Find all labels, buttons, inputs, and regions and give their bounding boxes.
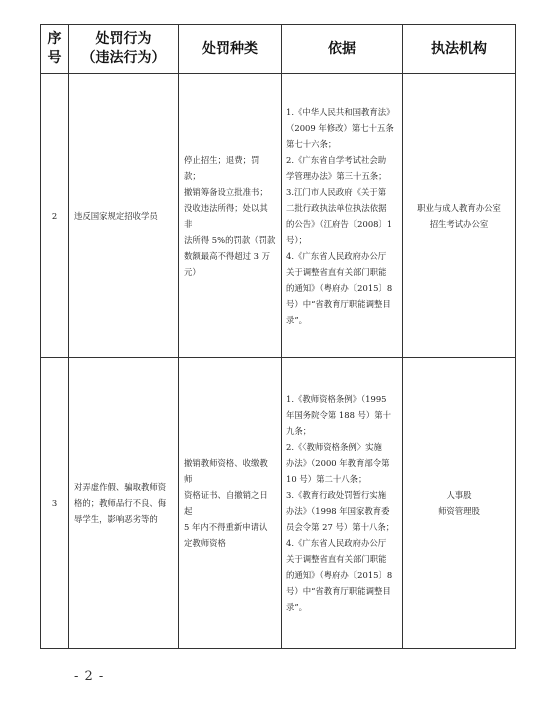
behavior-cell — [69, 358, 179, 649]
penalty-type-line: 5 年内不得重新申请认 — [184, 522, 268, 532]
legal-basis-line: 的公告》（江府告〔2008〕1 — [286, 218, 393, 229]
agency-cell — [403, 74, 516, 358]
header-behavior-line: 处罚行为 — [95, 31, 152, 47]
behavior-line: 格的；教师品行不良、侮 — [74, 498, 167, 508]
legal-basis-line: 1.《教师资格条例》（1995 — [286, 394, 387, 404]
legal-basis-line: 年国务院令第 188 号）第十 — [286, 410, 392, 420]
legal-basis-line: 关于调整省直有关部门职能 — [286, 554, 387, 564]
penalty-type-line: 定教师资格 — [184, 538, 226, 548]
penalty-type-line: 撤销筹备设立批准书； — [184, 186, 268, 197]
behavior-line: 对弄虚作假、骗取教师资 — [74, 482, 167, 492]
penalty-table — [40, 24, 516, 649]
legal-basis-line: 录”。 — [286, 602, 308, 612]
agency-line: 师资管理股 — [438, 506, 480, 516]
legal-basis-line: 的通知》（粤府办〔2015〕8 — [286, 282, 393, 293]
legal-basis-line: 2.《〈教师资格条例〉实施 — [286, 442, 382, 452]
legal-basis-line: 10 号）第二十八条； — [286, 474, 367, 484]
header-agency: 执法机构 — [403, 25, 516, 74]
legal-basis-line: 第七十六条； — [286, 138, 337, 149]
penalty-type-line: 撤销教师资格、收缴教师 — [184, 458, 268, 484]
agency-line: 招生考试办公室 — [429, 218, 489, 229]
legal-basis-line: 号）； — [286, 234, 307, 245]
legal-basis-line: 1.《中华人民共和国教育法》 — [286, 106, 395, 117]
row-number: 2 — [41, 74, 69, 358]
agency-line: 职业与成人教育办公室 — [417, 202, 501, 213]
legal-basis-line: 学管理办法》第三十五条； — [286, 170, 387, 181]
agency-line: 人事股 — [446, 490, 472, 500]
behavior-line: 违反国家规定招收学员 — [74, 210, 158, 221]
legal-basis-line: 3.江门市人民政府《关于第 — [286, 186, 387, 197]
legal-basis-cell — [282, 358, 403, 649]
legal-basis-line: 4.《广东省人民政府办公厅 — [286, 250, 387, 261]
penalty-type-line: 数额最高不得超过 3 万 — [184, 250, 271, 261]
legal-basis-line: 号）中“省教育厅职能调整目 — [286, 298, 391, 309]
legal-basis-line: 2.《广东省自学考试社会助 — [286, 154, 387, 165]
legal-basis-line: 关于调整省直有关部门职能 — [286, 266, 387, 277]
header-no — [41, 25, 69, 74]
legal-basis-line: （2009 年修改）第七十五条 — [286, 122, 394, 133]
behavior-cell — [69, 74, 179, 358]
header-type: 处罚种类 — [179, 25, 282, 74]
penalty-type-line: 没收违法所得；处以其非 — [184, 202, 268, 229]
agency-cell — [403, 358, 516, 649]
legal-basis-line: 号）中“省教育厅职能调整目 — [286, 586, 391, 596]
legal-basis-line: 3.《教育行政处罚暂行实施 — [286, 490, 387, 500]
penalty-type-cell — [179, 74, 282, 358]
legal-basis-cell — [282, 74, 403, 358]
legal-basis-line: 九条； — [286, 426, 312, 436]
penalty-type-line: 资格证书、自撤销之日起 — [184, 490, 268, 516]
header-behavior-line: （违法行为） — [81, 50, 166, 66]
legal-basis-line: 办法》（1998 年国家教育委 — [286, 506, 390, 516]
penalty-type-line: 元） — [184, 266, 201, 277]
legal-basis-line: 二批行政执法单位执法依据 — [286, 202, 387, 213]
header-behavior — [69, 25, 179, 74]
behavior-line: 辱学生，影响恶劣等的 — [74, 514, 158, 524]
header-row — [41, 25, 516, 74]
table-row — [41, 358, 516, 649]
penalty-type-line: 停止招生；退费；罚款； — [184, 154, 260, 181]
legal-basis-line: 4.《广东省人民政府办公厅 — [286, 538, 387, 548]
legal-basis-line: 录”。 — [286, 314, 308, 325]
page-number: - 2 - — [74, 669, 105, 684]
legal-basis-line: 的通知》（粤府办〔2015〕8 — [286, 570, 393, 580]
penalty-type-line: 法所得 5%的罚款（罚款 — [184, 234, 276, 245]
header-no-line: 序 — [47, 31, 62, 47]
penalty-type-cell — [179, 358, 282, 649]
legal-basis-line: 员会令第 27 号）第十八条； — [286, 522, 395, 532]
legal-basis-line: 办法》（2000 年教育部令第 — [286, 458, 390, 468]
header-basis: 依据 — [282, 25, 403, 74]
row-number: 3 — [41, 358, 69, 649]
header-no-line: 号 — [47, 50, 62, 66]
table-row — [41, 74, 516, 358]
